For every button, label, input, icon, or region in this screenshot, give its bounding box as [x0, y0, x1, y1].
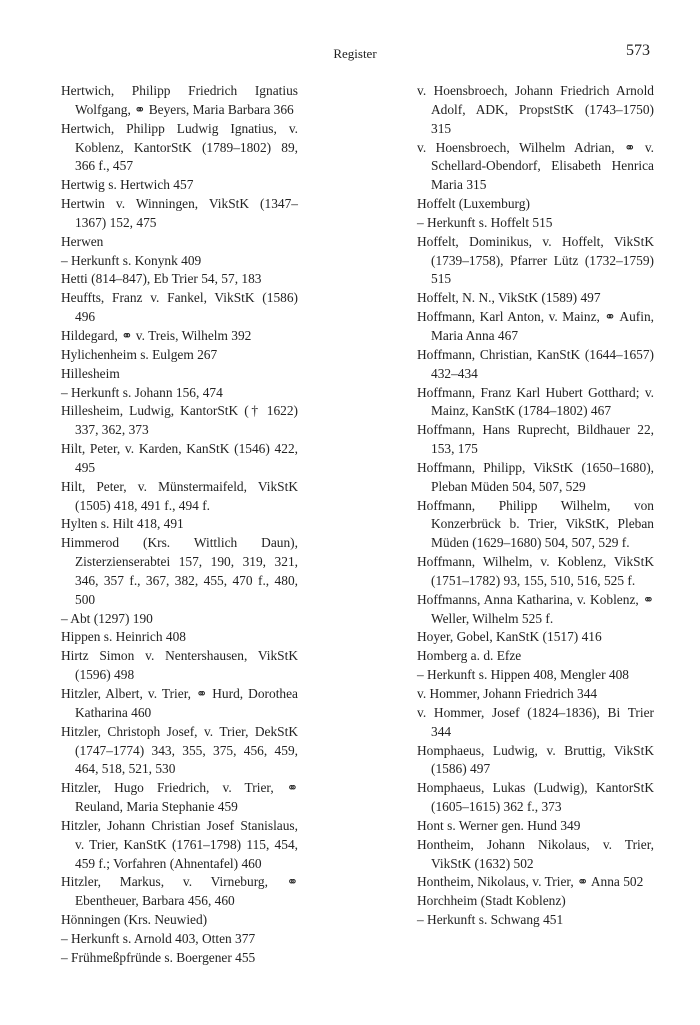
index-columns [61, 82, 654, 968]
index-entry: Horchheim (Stadt Koblenz) [417, 893, 566, 909]
index-entry: Hoyer, Gobel, KanStK (1517) 416 [417, 629, 602, 645]
page-number: 573 [626, 42, 650, 59]
index-entry: Hitzler, Albert, v. Trier, ⚭ Hurd, Dorothea Katharina 460 [61, 686, 298, 720]
index-entry: – Herkunft s. Schwang 451 [417, 912, 564, 928]
index-column-right [417, 82, 654, 968]
index-entry: Hildegard, ⚭ v. Treis, Wilhelm 392 [61, 327, 252, 343]
index-entry: Hont s. Werner gen. Hund 349 [417, 817, 581, 833]
index-entry: Hetti (814–847), Eb Trier 54, 57, 183 [61, 271, 262, 287]
index-entry: – Herkunft s. Hippen 408, Mengler 408 [417, 667, 629, 683]
index-entry: Hitzler, Christoph Josef, v. Trier, DekStK (1747–1774) 343, 355, 375, 456, 459, 464, 518, 521, 530 [61, 723, 298, 777]
index-entry: v. Hommer, Josef (1824–1836), Bi Trier 344 [417, 704, 654, 739]
index-entry: – Herkunft s. Arnold 403, Otten 377 [61, 930, 256, 946]
index-entry: Hirtz Simon v. Nentershausen, VikStK (1596) 498 [61, 648, 298, 683]
index-entry: Hertwig s. Hertwich 457 [61, 177, 194, 193]
index-entry: Hilt, Peter, v. Münstermaifeld, VikStK (1505) 418, 491 f., 494 f. [61, 478, 298, 513]
index-entry: v. Hoensbroech, Wilhelm Adrian, ⚭ v. Schellard-Obendorf, Elisabeth Henrica Maria 315 [417, 139, 654, 193]
index-column-left [61, 82, 298, 968]
index-entry: Herwen [61, 233, 104, 249]
index-entry: Hoffmann, Philipp Wilhelm, von Konzerbrück b. Trier, VikStK, Pleban Müden (1629–1680) 504, 507, 529 f. [417, 497, 654, 551]
index-entry: Hoffmann, Hans Ruprecht, Bildhauer 22, 153, 175 [417, 422, 654, 457]
index-entry: v. Hommer, Johann Friedrich 344 [417, 686, 598, 701]
index-entry: Hoffmann, Wilhelm, v. Koblenz, VikStK (1751–1782) 93, 155, 510, 516, 525 f. [417, 554, 654, 588]
index-entry: – Herkunft s. Konynk 409 [61, 252, 202, 268]
index-entry: – Herkunft s. Hoffelt 515 [417, 214, 553, 230]
page-header [60, 42, 650, 64]
index-entry: Himmerod (Krs. Wittlich Daun), Zisterzienserabtei 157, 190, 319, 321, 346, 357 f., 367, 382, 455, 470 f., 480, 500 [61, 535, 298, 607]
index-entry: Hylten s. Hilt 418, 491 [61, 516, 184, 532]
index-entry: Hitzler, Markus, v. Virneburg, ⚭ Ebentheuer, Barbara 456, 460 [61, 874, 298, 909]
index-entry: Hoffelt, Dominikus, v. Hoffelt, VikStK (1739–1758), Pfarrer Lütz (1732–1759) 515 [417, 233, 654, 287]
index-entry: Hontheim, Nikolaus, v. Trier, ⚭ Anna 502 [417, 874, 644, 890]
index-entry: Homphaeus, Ludwig, v. Bruttig, VikStK (1586) 497 [417, 742, 654, 777]
index-entry: Homphaeus, Lukas (Ludwig), KantorStK (1605–1615) 362 f., 373 [417, 780, 654, 815]
index-entry: Hippen s. Heinrich 408 [61, 629, 186, 645]
index-entry: Hertwich, Philipp Ludwig Ignatius, v. Koblenz, KantorStK (1789–1802) 89, 366 f., 457 [61, 120, 298, 174]
index-entry: Hoffmanns, Anna Katharina, v. Koblenz, ⚭ Weller, Wilhelm 525 f. [417, 591, 654, 626]
index-entry: Hönningen (Krs. Neuwied) [61, 912, 208, 928]
index-entry: Hitzler, Johann Christian Josef Stanislaus, v. Trier, KanStK (1761–1798) 115, 454, 459 f.; Vorfahren (Ahnentafel) 460 [61, 817, 298, 871]
index-entry: Hertwich, Philipp Friedrich Ignatius Wolfgang, ⚭ Beyers, Maria Barbara 366 [61, 83, 298, 117]
index-entry: – Herkunft s. Johann 156, 474 [61, 384, 223, 400]
index-entry: v. Hoensbroech, Johann Friedrich Arnold Adolf, ADK, PropstStK (1743–1750) 315 [417, 83, 654, 136]
index-entry: – Frühmeßpfründe s. Boergener 455 [61, 949, 256, 965]
running-title: Register [333, 46, 377, 61]
index-entry: Hoffmann, Philipp, VikStK (1650–1680), Pleban Müden 504, 507, 529 [417, 459, 654, 494]
index-entry: Hontheim, Johann Nikolaus, v. Trier, VikStK (1632) 502 [417, 836, 654, 871]
index-entry: Hoffelt, N. N., VikStK (1589) 497 [417, 290, 601, 306]
index-entry: – Abt (1297) 190 [61, 610, 153, 626]
index-entry: Heuffts, Franz v. Fankel, VikStK (1586) 496 [61, 290, 298, 325]
index-entry: Hertwin v. Winningen, VikStK (1347–1367) 152, 475 [61, 196, 298, 230]
index-entry: Hitzler, Hugo Friedrich, v. Trier, ⚭ Reuland, Maria Stephanie 459 [61, 780, 298, 815]
index-entry: Hillesheim, Ludwig, KantorStK († 1622) 337, 362, 373 [61, 403, 298, 438]
index-entry: Hillesheim [61, 365, 120, 381]
index-entry: Hilt, Peter, v. Karden, KanStK (1546) 422, 495 [61, 441, 298, 475]
index-entry: Hoffelt (Luxemburg) [417, 196, 530, 212]
index-entry: Hoffmann, Christian, KanStK (1644–1657) 432–434 [417, 346, 654, 381]
index-entry: Hoffmann, Karl Anton, v. Mainz, ⚭ Aufin, Maria Anna 467 [417, 309, 654, 343]
index-entry: Hylichenheim s. Eulgem 267 [61, 346, 218, 362]
index-entry: Hoffmann, Franz Karl Hubert Gotthard; v. Mainz, KanStK (1784–1802) 467 [417, 384, 654, 419]
index-entry: Homberg a. d. Efze [417, 648, 522, 664]
